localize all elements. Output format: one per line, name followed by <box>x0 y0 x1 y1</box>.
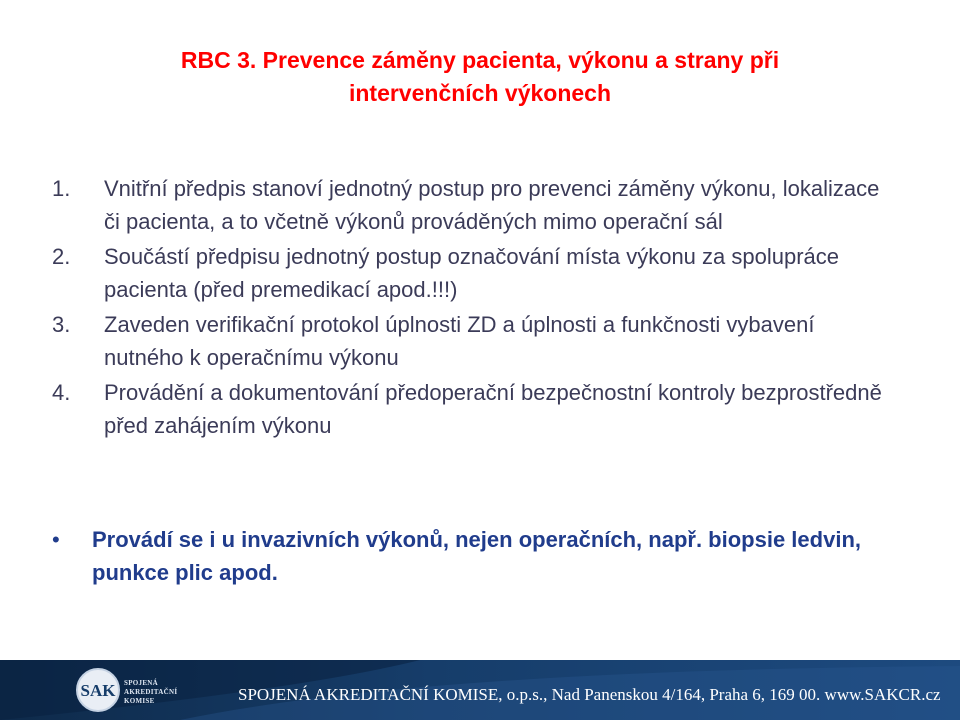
sak-logo-icon <box>74 666 122 714</box>
list-item-number: 1. <box>52 176 71 201</box>
list-item <box>52 172 882 238</box>
list-item-text: Vnitřní předpis stanoví jednotný postup pro prevenci záměny výkonu, lokalizace či pacienta, a to včetně výkonů prováděných mimo operační sál <box>104 176 880 234</box>
list-item <box>52 240 882 306</box>
list-item-number: 2. <box>52 244 71 269</box>
list-item-number: 4. <box>52 380 71 405</box>
list-item-number: 3. <box>52 312 71 337</box>
list-item-text: Zaveden verifikační protokol úplnosti ZD a úplnosti a funkčnosti vybavení nutného k operačnímu výkonu <box>104 312 815 370</box>
logo-caption-line: KOMISE <box>124 697 155 705</box>
list-item <box>52 376 882 442</box>
slide-title-line-2: intervenčních výkonech <box>348 80 612 106</box>
list-item-text: Součástí předpisu jednotný postup označování místa výkonu za spolupráce pacienta (před premedikací apod.!!!) <box>104 244 840 302</box>
logo-caption-line: SPOJENÁ <box>124 679 158 687</box>
list-item <box>52 308 882 374</box>
bullet-text: Provádí se i u invazivních výkonů, nejen operačních, např. biopsie ledvin, punkce plic apod. <box>92 527 861 585</box>
footer-bar <box>0 660 960 720</box>
slide-title <box>60 44 900 110</box>
numbered-list <box>52 172 882 444</box>
bullet-note <box>52 523 882 589</box>
logo-letters: SAK <box>80 681 116 700</box>
footer-address: SPOJENÁ AKREDITAČNÍ KOMISE, o.p.s., Nad Panenskou 4/164, Praha 6, 169 00. www.SAKCR.cz <box>238 685 941 704</box>
logo-caption <box>124 679 177 706</box>
logo-caption-line: AKREDITAČNÍ <box>124 688 178 696</box>
slide-title-line-1: RBC 3. Prevence záměny pacienta, výkonu a strany při <box>180 47 780 73</box>
list-item-text: Provádění a dokumentování předoperační bezpečnostní kontroly bezprostředně před zahájením výkonu <box>104 380 882 438</box>
bullet-icon: • <box>52 527 60 552</box>
